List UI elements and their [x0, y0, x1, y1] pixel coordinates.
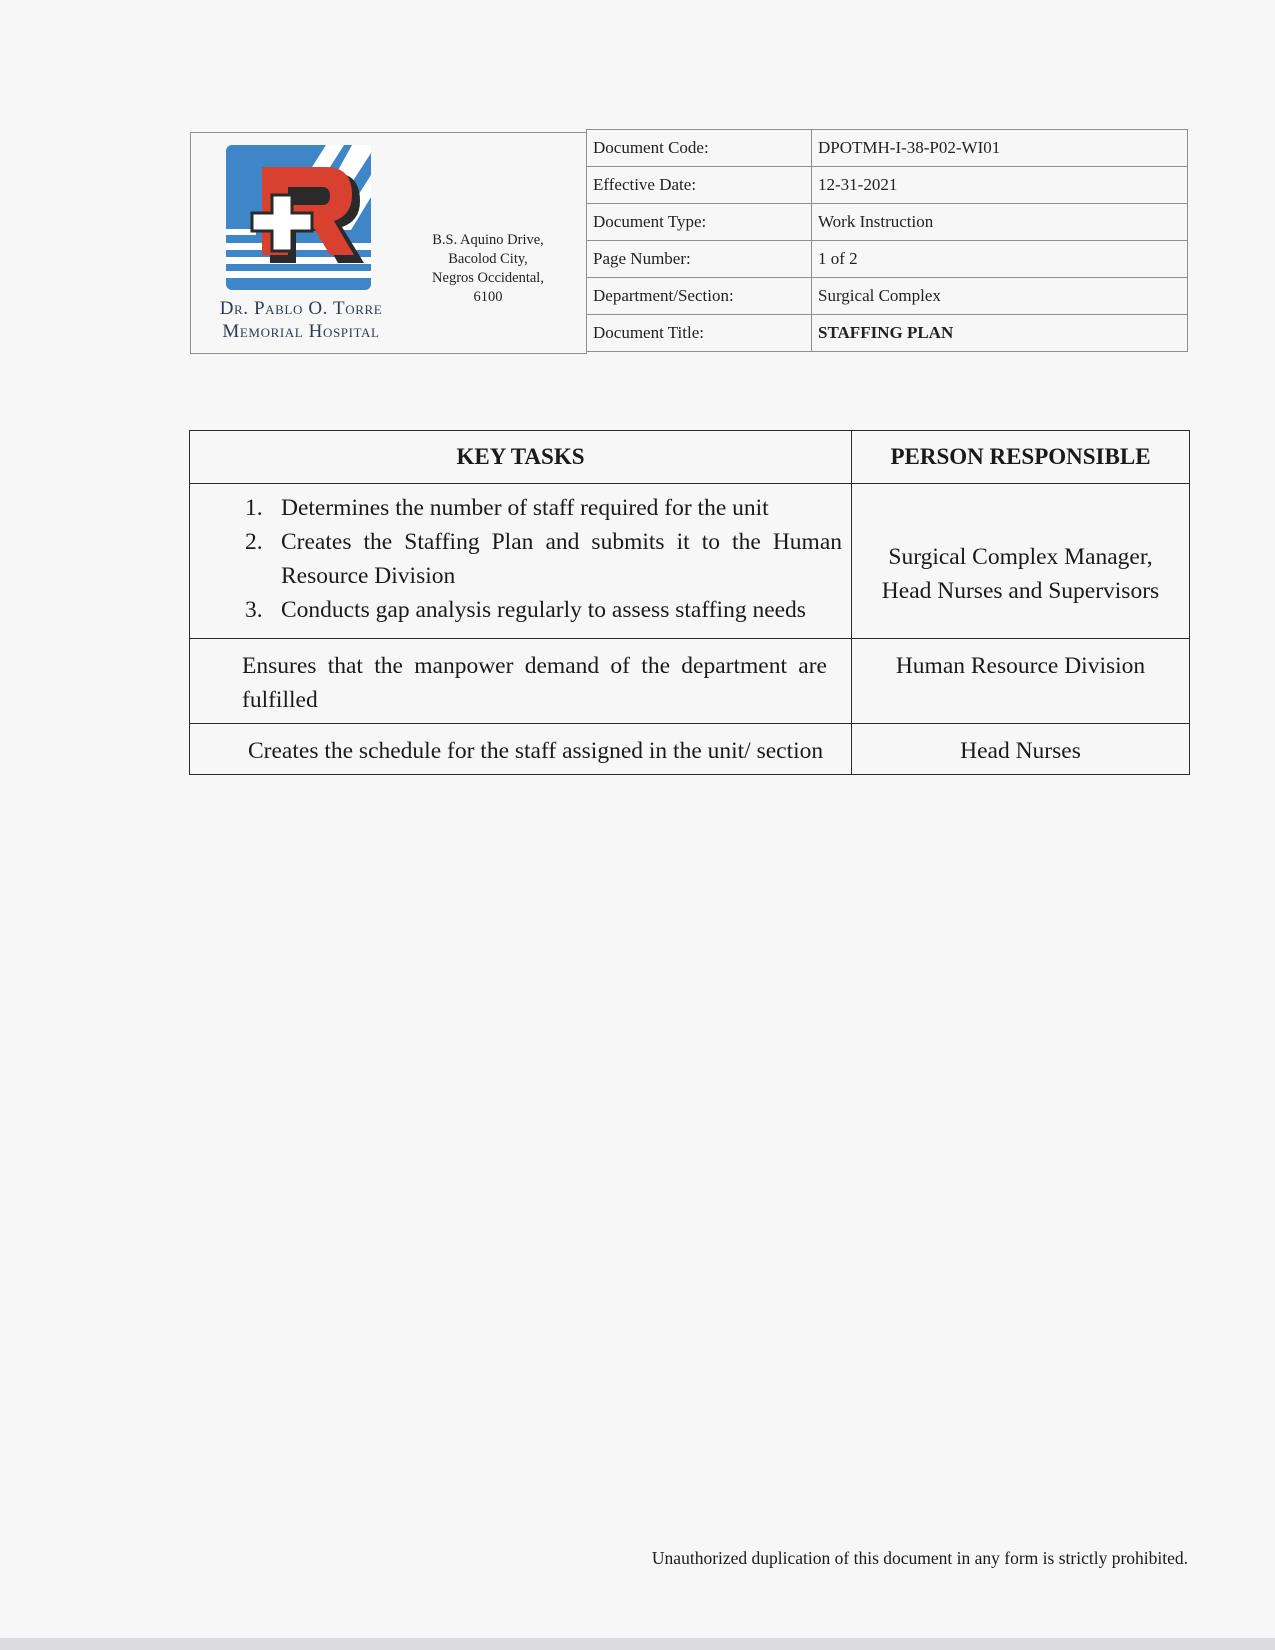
list-item	[245, 525, 842, 593]
hospital-logo-icon	[226, 145, 371, 290]
document-header-logo-cell	[190, 132, 587, 354]
meta-row-department: Department/Section: Surgical Complex	[587, 278, 1188, 315]
table-row	[190, 484, 1190, 639]
meta-row-document-title: Document Title: STAFFING PLAN	[587, 315, 1188, 352]
key-tasks-header: KEY TASKS	[190, 431, 852, 484]
meta-row-page-number: Page Number: 1 of 2	[587, 241, 1188, 278]
list-number: 1.	[245, 495, 263, 521]
document-meta-table	[586, 129, 1188, 352]
meta-row-effective-date: Effective Date: 12-31-2021	[587, 167, 1188, 204]
task-text: Conducts gap analysis regularly to assess staffing needs	[281, 597, 806, 623]
task-cell: Ensures that the manpower demand of the department are fulfilled	[190, 639, 852, 724]
task-list	[191, 485, 850, 637]
footer-disclaimer: Unauthorized duplication of this document in any form is strictly prohibited.	[651, 1548, 1188, 1568]
list-number: 2.	[245, 529, 263, 555]
hospital-name: Dr. Pablo O. Torre Memorial Hospital	[219, 298, 383, 342]
task-cell	[190, 484, 852, 639]
page-bottom-edge	[0, 1638, 1275, 1650]
list-item	[245, 491, 842, 525]
task-text: Determines the number of staff required for the unit	[281, 495, 769, 521]
key-tasks-table	[189, 430, 1190, 775]
person-cell: Surgical Complex Manager, Head Nurses and Supervisors	[852, 484, 1190, 639]
meta-row-document-code: Document Code: DPOTMH-I-38-P02-WI01	[587, 130, 1188, 167]
person-cell: Head Nurses	[852, 724, 1190, 775]
person-responsible-header: PERSON RESPONSIBLE	[852, 431, 1190, 484]
table-row	[190, 639, 1190, 724]
tasks-header-row	[190, 431, 1190, 484]
list-item	[245, 593, 842, 627]
table-row	[190, 724, 1190, 775]
hospital-address: B.S. Aquino Drive, Bacolod City, Negros Occidental, 6100	[432, 232, 544, 305]
meta-row-document-type: Document Type: Work Instruction	[587, 204, 1188, 241]
list-number: 3.	[245, 597, 263, 623]
person-cell: Human Resource Division	[852, 639, 1190, 724]
task-text: Creates the Staffing Plan and submits it to the Human Resource Division	[281, 529, 842, 589]
task-cell: Creates the schedule for the staff assigned in the unit/ section	[190, 724, 852, 775]
